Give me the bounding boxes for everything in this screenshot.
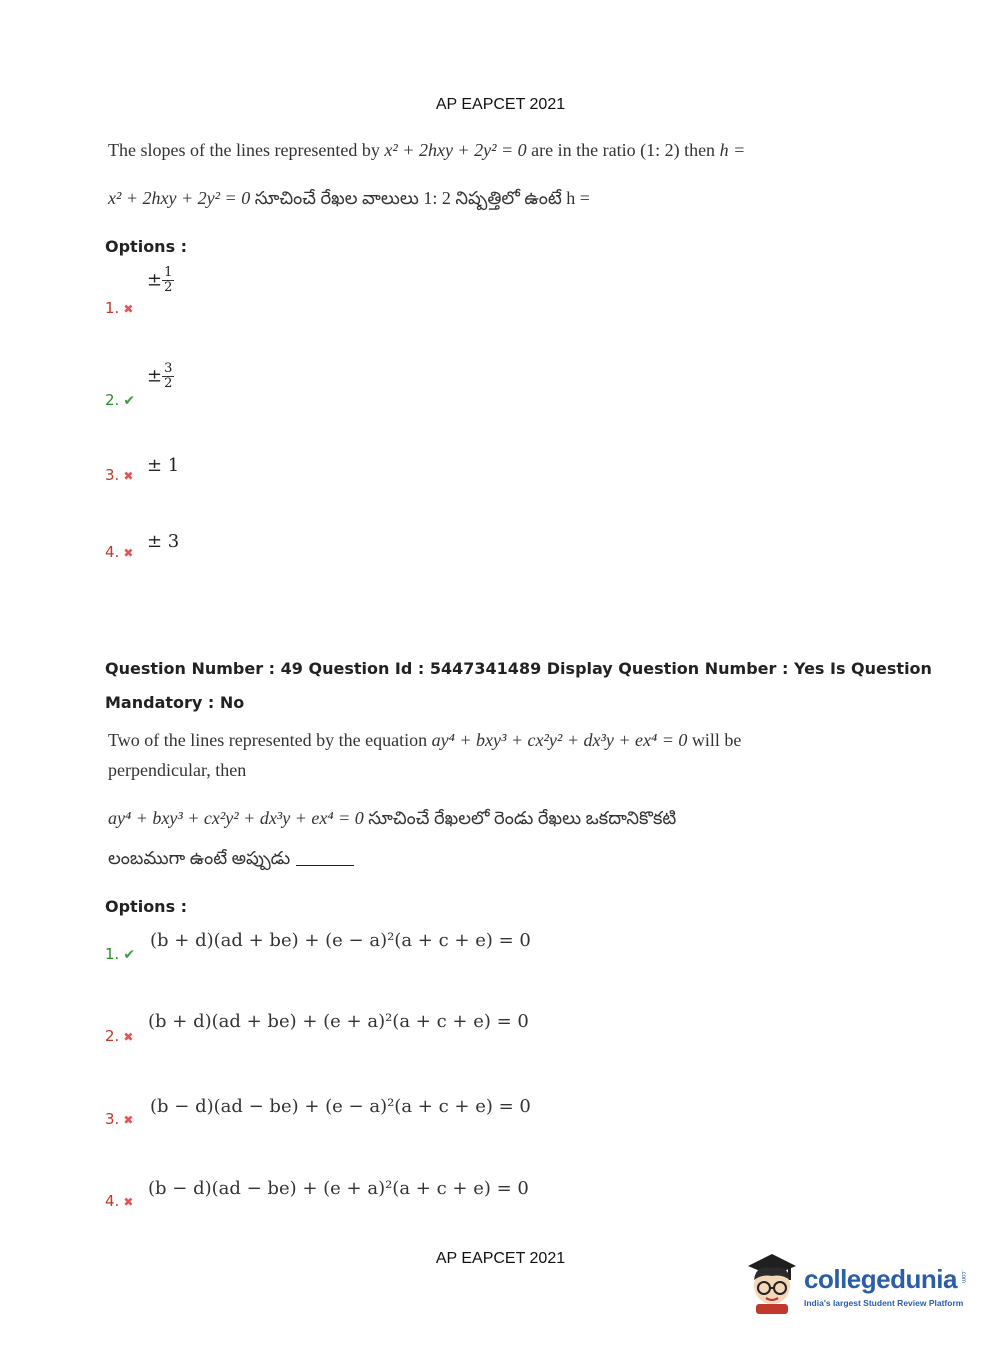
option-number: 4. [105,1192,120,1210]
question-equation-telugu: x² + 2hxy + 2y² = 0 [108,188,251,208]
option-number: 4. [105,543,120,561]
question-48-text-english [108,140,745,161]
options-label: Options : [105,237,188,256]
plus-minus-sign: ± [147,269,163,291]
cross-icon: ✖ [123,469,134,483]
question-text-telugu-2: లంబముగా ఉంటే అప్పుడు [108,848,291,868]
option-2-number [105,1026,133,1045]
answer-blank [296,865,354,866]
collegedunia-tagline: India's largest Student Review Platform [804,1298,964,1308]
collegedunia-logo-text: collegedunia [804,1264,957,1294]
option-3-value: (b − d)(ad − be) + (e − a)²(a + c + e) = 0 [150,1096,531,1117]
check-icon: ✔ [123,393,136,409]
option-4-value: ± 3 [147,531,180,552]
question-equation-telugu: ay⁴ + bxy³ + cx²y² + dx³y + ex⁴ = 0 [108,808,364,828]
option-1-value: (b + d)(ad + be) + (e − a)²(a + c + e) = 0 [150,930,531,951]
option-2-value: (b + d)(ad + be) + (e + a)²(a + c + e) = 0 [148,1011,529,1032]
options-label: Options : [105,897,188,916]
option-2-number [105,390,135,409]
question-49-meta-line2: Mandatory : No [105,693,245,712]
question-text-pre: Two of the lines represented by the equation [108,730,428,750]
collegedunia-mascot-icon [742,1250,802,1316]
cross-icon: ✖ [123,1030,134,1044]
question-49-text-telugu [108,808,676,833]
option-number: 1. [105,299,120,317]
option-1-number [105,298,133,317]
question-text-mid: are in the ratio (1: 2) then [531,140,716,160]
fraction-denominator: 2 [164,279,173,295]
option-3-number [105,465,133,484]
question-text-telugu: సూచించే రేఖల వాలులు 1: 2 నిష్పత్తిలో ఉంటే h = [254,188,590,208]
page-footer: AP EAPCET 2021 [435,1250,566,1267]
option-number: 3. [105,1110,120,1128]
question-text-telugu: సూచించే రేఖలలో రెండు రేఖలు ఒకదానికొకటి [368,808,677,828]
question-text-end: h = [719,140,746,160]
option-3-value: ± 1 [147,455,180,476]
question-equation: ay⁴ + bxy³ + cx²y² + dx³y + ex⁴ = 0 [431,730,688,750]
option-4-value: (b − d)(ad − be) + (e + a)²(a + c + e) = 0 [148,1178,529,1199]
option-number: 3. [105,466,120,484]
check-icon: ✔ [123,947,136,963]
collegedunia-logo-suffix: .com [960,1270,966,1284]
cross-icon: ✖ [123,1113,134,1127]
cross-icon: ✖ [123,1195,134,1209]
fraction [162,266,174,294]
fraction-numerator: 3 [164,361,173,376]
option-1-number [105,944,135,963]
option-2-value [147,362,174,390]
fraction-numerator: 1 [164,265,173,280]
option-3-number [105,1109,133,1128]
page-header: AP EAPCET 2021 [435,96,566,113]
question-text-pre: The slopes of the lines represented by [108,140,380,160]
question-text-post: will be [691,730,742,750]
question-49-meta-line1: Question Number : 49 Question Id : 5447341489 Display Question Number : Yes Is Question [105,659,932,678]
fraction [162,362,174,390]
option-number: 1. [105,945,120,963]
question-equation: x² + 2hxy + 2y² = 0 [384,140,527,160]
question-49-text-telugu-line2 [108,848,354,873]
plus-minus-sign: ± [147,365,163,387]
option-number: 2. [105,1027,120,1045]
question-49-text-english-line2: perpendicular, then [108,760,247,780]
option-number: 2. [105,391,120,409]
question-48-text-telugu [108,188,590,213]
option-1-value [147,266,174,294]
question-49-text-english [108,730,741,751]
cross-icon: ✖ [123,302,134,316]
cross-icon: ✖ [123,546,134,560]
option-4-number [105,1191,133,1210]
option-4-number [105,542,133,561]
fraction-denominator: 2 [164,375,173,391]
